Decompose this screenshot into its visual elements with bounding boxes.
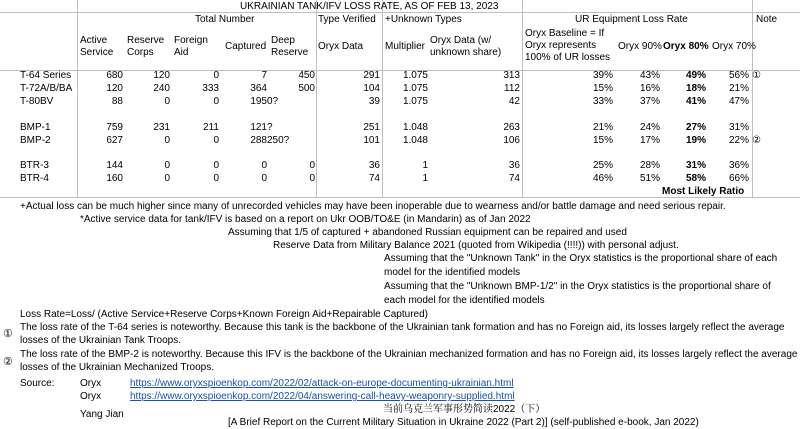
- cell-oryx: 101: [363, 135, 380, 146]
- note-unknown-bmp-2: each model for the identified models: [384, 295, 545, 306]
- page-title: UKRAINIAN TANK/IFV LOSS RATE, AS OF FEB 13, 2023: [240, 1, 499, 12]
- cell-o80: 18%: [685, 83, 706, 94]
- grid-line: [752, 0, 753, 197]
- group-total-number: Total Number: [195, 14, 255, 25]
- source-author: Yang Jian: [80, 409, 124, 420]
- cell-note: ②: [752, 135, 761, 146]
- remark-t64-1: The loss rate of the T-64 series is noteworthy. Because this tank is the backbone of the Ukrainian tank formation and has no Foreign aid, its losses largely reflect the average: [20, 322, 785, 333]
- cell-mult: 1.048: [402, 122, 428, 133]
- cell-base: 25%: [592, 160, 613, 171]
- grid-line: [382, 0, 383, 197]
- cell-oryx: 104: [363, 83, 380, 94]
- cell-active: 759: [106, 122, 123, 133]
- cell-o90: 37%: [639, 96, 660, 107]
- cell-base: 46%: [592, 173, 613, 184]
- cell-o80: 19%: [685, 135, 706, 146]
- marker-2: ②: [3, 356, 13, 368]
- cell-mult: 1: [422, 173, 428, 184]
- source-book-cn: 当前乌克兰军事形势简读2022（下）: [383, 404, 546, 415]
- cell-active: 120: [106, 83, 123, 94]
- cell-active: 680: [106, 70, 123, 81]
- col-oryx90: Oryx 90%: [618, 41, 662, 52]
- cell-oryx: 39: [368, 96, 380, 107]
- col-multiplier: Multiplier: [385, 41, 426, 52]
- note-unknown-tank-2: model for the identified models: [384, 267, 521, 278]
- cell-foreign: 0: [213, 135, 219, 146]
- note-active-service: *Active service data for tank/IFV is based on a report on Ukr OOB/TO&E (in Mandarin) as of Jan 2022: [80, 214, 531, 225]
- cell-o80: 41%: [685, 96, 706, 107]
- cell-o70: 22%: [728, 135, 749, 146]
- grid-line: [522, 0, 523, 197]
- note-loss-rate-formula: Loss Rate=Loss/ (Active Service+Reserve Corps+Known Foreign Aid+Repairable Captured): [20, 309, 428, 320]
- cell-captured: 288 250?: [250, 135, 290, 146]
- cell-base: 15%: [592, 83, 613, 94]
- cell-name: T-72A/B/BA: [20, 83, 73, 94]
- cell-foreign: 333: [202, 83, 219, 94]
- cell-active: 160: [106, 173, 123, 184]
- cell-mult: 1.075: [402, 96, 428, 107]
- cell-base: 39%: [592, 70, 613, 81]
- note-unknown-bmp-1: Assuming that the "Unknown BMP-1/2" in the Oryx statistics is the proportional share of: [384, 281, 771, 292]
- cell-ou: 42: [508, 96, 520, 107]
- cell-reserve: 120: [153, 70, 170, 81]
- cell-foreign: 211: [203, 122, 219, 133]
- cell-ou: 313: [503, 70, 520, 81]
- cell-ou: 106: [503, 135, 520, 146]
- cell-deep: 0: [309, 173, 315, 184]
- cell-o70: 36%: [728, 160, 749, 171]
- cell-foreign: 0: [213, 70, 219, 81]
- marker-1: ①: [3, 328, 13, 340]
- col-active: Active Service: [80, 35, 114, 58]
- cell-name: T-80BV: [20, 96, 54, 107]
- cell-ou: 112: [504, 83, 520, 94]
- cell-o90: 51%: [639, 173, 660, 184]
- source-oryx-2: Oryx: [80, 391, 102, 402]
- note-captured: Assuming that 1/5 of captured + abandoned Russian equipment can be repaired and used: [228, 227, 627, 238]
- col-oryx: Oryx Data: [318, 41, 364, 52]
- most-likely-label: Most Likely Ratio: [662, 186, 745, 197]
- cell-base: 33%: [592, 96, 613, 107]
- col-foreign: Foreign Aid: [174, 35, 208, 58]
- cell-name: BMP-1: [20, 122, 51, 133]
- cell-reserve: 240: [153, 83, 170, 94]
- cell-o90: 24%: [639, 122, 660, 133]
- cell-o70: 47%: [728, 96, 749, 107]
- cell-mult: 1.048: [402, 135, 428, 146]
- cell-deep: 500: [298, 83, 315, 94]
- cell-name: BTR-4: [20, 173, 49, 184]
- cell-captured: 121 ?: [250, 122, 273, 133]
- cell-captured: 195 0?: [250, 96, 279, 107]
- source-link-1[interactable]: https://www.oryxspioenkop.com/2022/02/attack-on-europe-documenting-ukrainian.html: [130, 378, 514, 389]
- cell-name: BMP-2: [20, 135, 51, 146]
- cell-active: 144: [106, 160, 123, 171]
- source-link-2[interactable]: https://www.oryxspioenkop.com/2022/04/answering-call-heavy-weaponry-supplied.html: [130, 391, 515, 402]
- cell-oryx: 251: [363, 122, 380, 133]
- col-baseline: Oryx Baseline = If Oryx represents 100% of UR losses: [525, 28, 611, 63]
- cell-captured: 0: [261, 160, 267, 171]
- remark-t64-2: losses of the Ukrainian Tank Troops.: [20, 335, 182, 346]
- source-book-en: [A Brief Report on the Current Military Situation in Ukraine 2022 (Part 2)] (self-published e-book, Jan 2022): [228, 417, 699, 428]
- cell-captured: 364: [250, 83, 267, 94]
- note-unknown-tank-1: Assuming that the "Unknown Tank" in the Oryx statistics is the proportional share of each: [384, 253, 778, 264]
- cell-ou: 263: [503, 122, 520, 133]
- cell-active: 88: [111, 96, 123, 107]
- cell-foreign: 0: [213, 173, 219, 184]
- cell-reserve: 0: [164, 173, 170, 184]
- cell-mult: 1.075: [402, 70, 428, 81]
- col-oryx-unknown: Oryx Data (w/ unknown share): [430, 35, 502, 58]
- cell-mult: 1: [422, 160, 428, 171]
- group-unknown-types: +Unknown Types: [385, 14, 462, 25]
- cell-reserve: 231: [153, 122, 170, 133]
- cell-name: BTR-3: [20, 160, 49, 171]
- cell-foreign: 0: [213, 96, 219, 107]
- cell-o80: 49%: [685, 70, 706, 81]
- cell-o80: 31%: [685, 160, 706, 171]
- cell-o90: 16%: [639, 83, 660, 94]
- cell-reserve: 0: [164, 96, 170, 107]
- col-captured: Captured: [225, 41, 267, 52]
- group-type-verified: Type Verified: [318, 14, 376, 25]
- cell-o80: 58%: [685, 173, 706, 184]
- grid-line: [316, 0, 317, 197]
- cell-o70: 21%: [728, 83, 749, 94]
- cell-captured: 0: [261, 173, 267, 184]
- cell-o90: 28%: [639, 160, 660, 171]
- cell-o70: 56%: [728, 70, 749, 81]
- cell-reserve: 0: [164, 160, 170, 171]
- source-oryx-1: Oryx: [80, 378, 102, 389]
- cell-mult: 1.075: [402, 83, 428, 94]
- note-actual-loss: +Actual loss can be much higher since many of unrecorded vehicles may have been inoperable due to wearness and/or battle damage and need serious repair.: [20, 201, 726, 212]
- cell-base: 21%: [592, 122, 613, 133]
- cell-oryx: 291: [363, 70, 380, 81]
- cell-captured: 7: [261, 70, 267, 81]
- cell-oryx: 74: [368, 173, 380, 184]
- group-note: Note: [756, 14, 778, 25]
- cell-active: 627: [106, 135, 123, 146]
- cell-ou: 36: [508, 160, 520, 171]
- cell-foreign: 0: [213, 160, 219, 171]
- remark-bmp2-2: losses of the Ukrainian Mechanized Troops.: [20, 362, 214, 373]
- cell-base: 15%: [592, 135, 613, 146]
- cell-o70: 31%: [728, 122, 749, 133]
- col-reserve: Reserve Corps: [127, 35, 165, 58]
- cell-o70: 66%: [728, 173, 749, 184]
- source-label: Source:: [20, 378, 55, 389]
- col-oryx70: Oryx 70%: [712, 41, 756, 52]
- note-reserve: Reserve Data from Military Balance 2021 (quoted from Wikipedia (!!!!)) with personal adjust.: [273, 240, 679, 251]
- col-deep: Deep Reserve: [271, 35, 309, 58]
- cell-ou: 74: [508, 173, 520, 184]
- cell-oryx: 36: [368, 160, 380, 171]
- remark-bmp2-1: The loss rate of the BMP-2 is noteworthy. Because this IFV is the backbone of the Ukrainian mechanized formation and has no Foreign aid, its losses largely reflect the average: [20, 349, 798, 360]
- col-oryx80: Oryx 80%: [663, 41, 709, 52]
- cell-o90: 17%: [639, 135, 660, 146]
- cell-deep: 450: [298, 70, 315, 81]
- cell-o90: 43%: [639, 70, 660, 81]
- cell-name: T-64 Series: [20, 70, 72, 81]
- cell-o80: 27%: [685, 122, 706, 133]
- cell-deep: 0: [309, 160, 315, 171]
- group-ur-rate: UR Equipment Loss Rate: [575, 14, 688, 25]
- cell-reserve: 0: [164, 135, 170, 146]
- cell-note: ①: [752, 70, 761, 81]
